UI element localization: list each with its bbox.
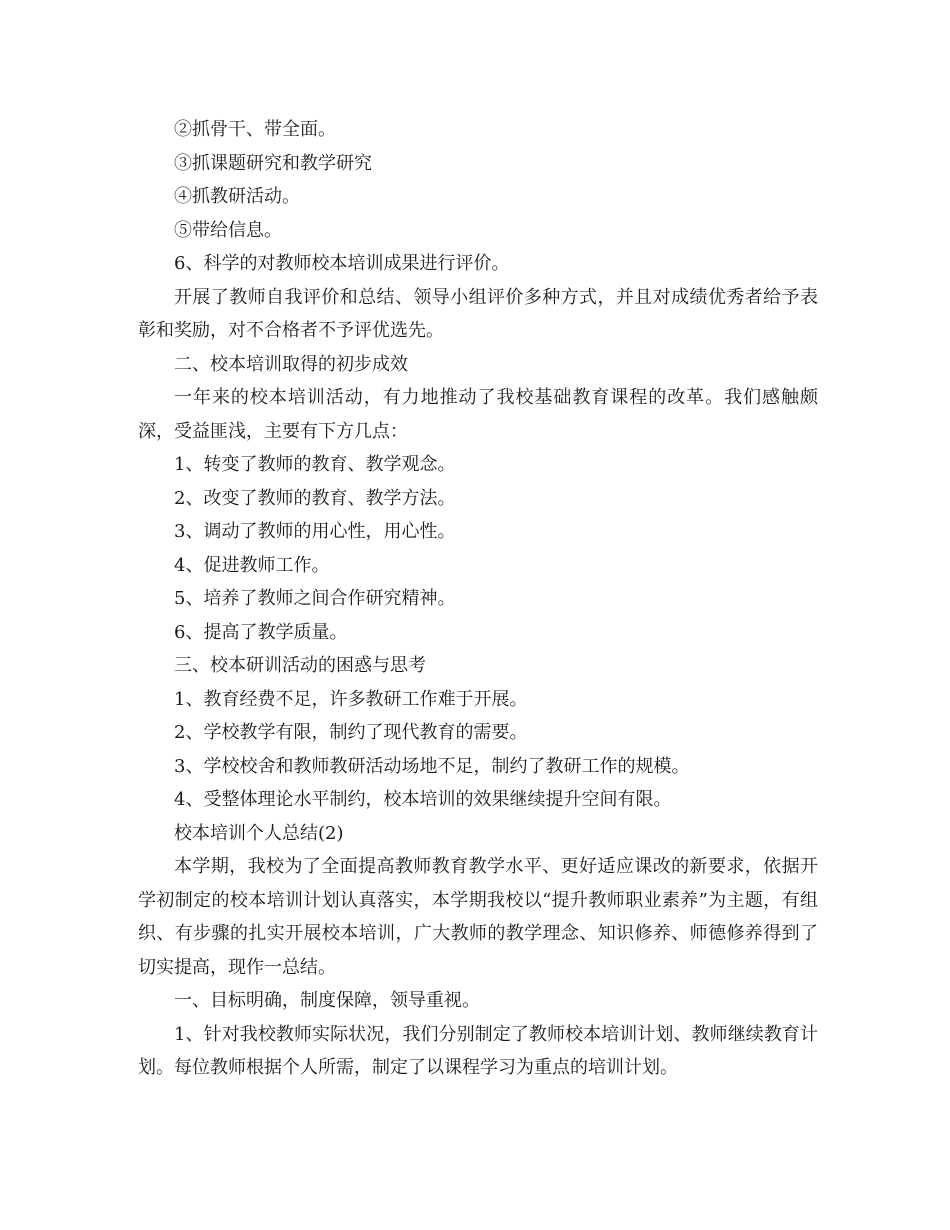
paragraph: 开展了教师自我评价和总结、领导小组评价多种方式，并且对成绩优秀者给予表彰和奖励，对不合格者不予评优选先。 xyxy=(138,286,818,341)
list-item: 4、促进教师工作。 xyxy=(174,554,330,576)
section-heading: 二、校本培训取得的初步成效 xyxy=(174,353,408,375)
list-item: 3、学校校舍和教师教研活动场地不足，制约了教研工作的规模。 xyxy=(174,755,690,777)
paragraph: ④抓教研活动。 xyxy=(174,186,300,207)
list-item: 3、调动了教师的用心性，用心性。 xyxy=(174,521,456,542)
paragraph: ②抓骨干、带全面。 xyxy=(174,119,336,140)
list-item: 5、培养了教师之间合作研究精神。 xyxy=(174,588,456,609)
section-heading: 一、目标明确，制度保障，领导重视。 xyxy=(174,990,480,1011)
list-item: 6、提高了教学质量。 xyxy=(174,621,348,643)
document-subtitle: 校本培训个人总结(2) xyxy=(174,822,344,844)
document-body xyxy=(138,113,818,1085)
paragraph: 6、科学的对教师校本培训成果进行评价。 xyxy=(174,253,510,274)
paragraph: 一年来的校本培训活动，有力地推动了我校基础教育课程的改革。我们感触颇深，受益匪浅，主要有下方几点： xyxy=(138,387,818,442)
paragraph: ⑤带给信息。 xyxy=(174,219,282,241)
paragraph: 本学期，我校为了全面提高教师教育教学水平、更好适应课改的新要求，依据开学初制定的校本培训计划认真落实，本学期我校以“提升教师职业素养”为主题，有组织、有步骤的扎实开展校本培训，广大教师的教学理念、知识修养、师德修养得到了切实提高，现作一总结。 xyxy=(138,856,818,978)
list-item: 1、教育经费不足，许多教研工作难于开展。 xyxy=(174,688,528,710)
section-heading: 三、校本研训活动的困惑与思考 xyxy=(174,655,426,676)
paragraph: ③抓课题研究和教学研究 xyxy=(174,152,372,174)
list-item: 4、受整体理论水平制约，校本培训的效果继续提升空间有限。 xyxy=(174,789,672,810)
list-item: 2、改变了教师的教育、教学方法。 xyxy=(174,487,456,509)
paragraph: 1、针对我校教师实际状况，我们分别制定了教师校本培训计划、教师继续教育计划。每位教师根据个人所需，制定了以课程学习为重点的培训计划。 xyxy=(138,1023,818,1078)
list-item: 2、学校教学有限，制约了现代教育的需要。 xyxy=(174,722,528,743)
list-item: 1、转变了教师的教育、教学观念。 xyxy=(174,454,456,475)
